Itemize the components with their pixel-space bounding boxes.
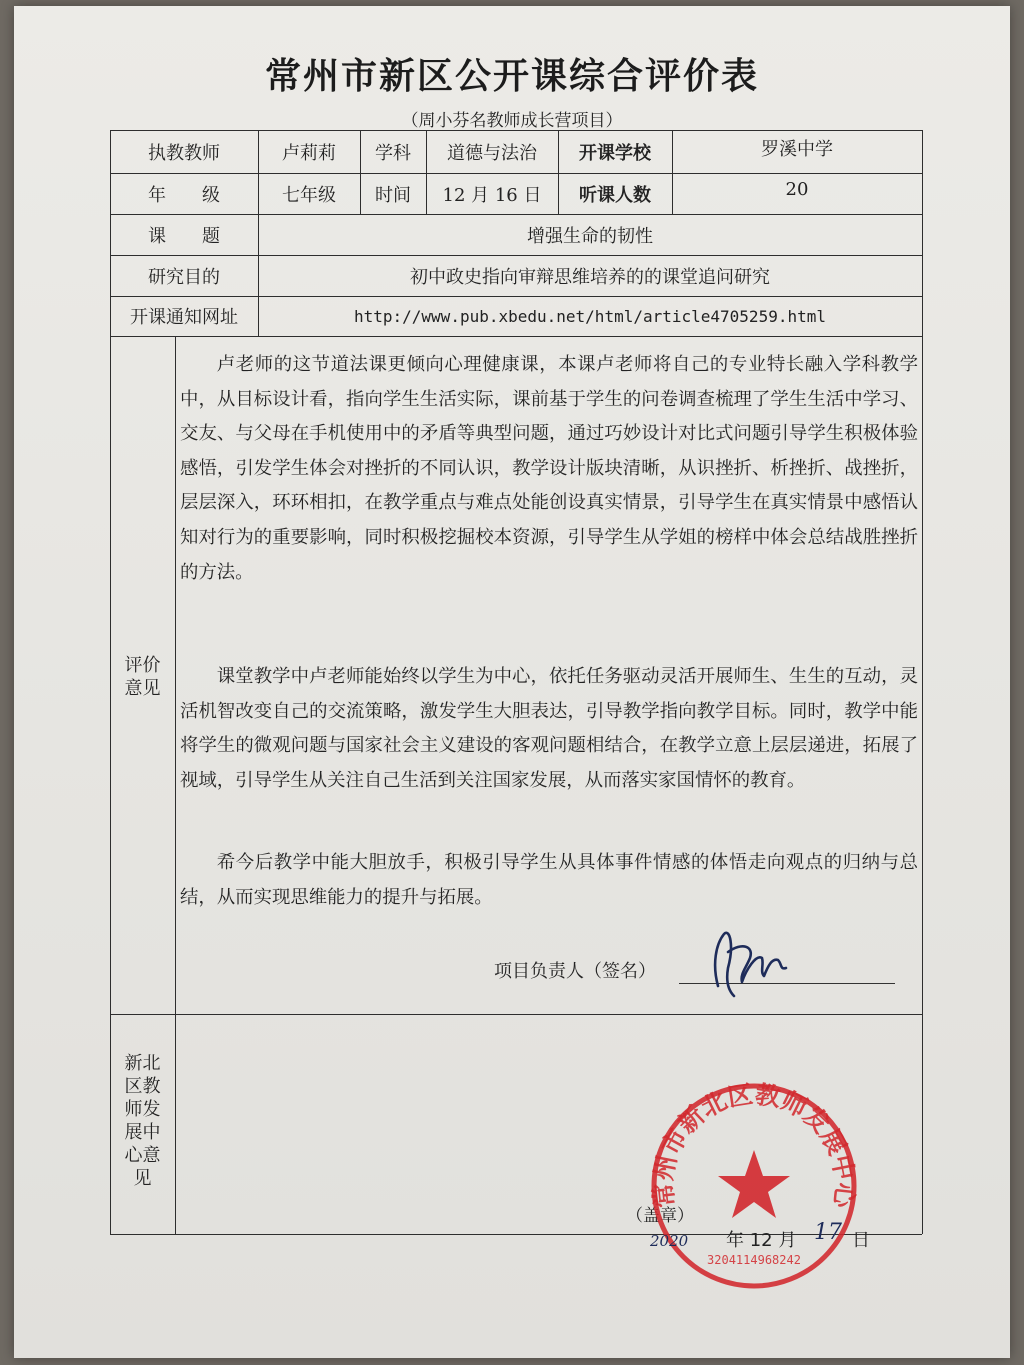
topic-label: 课 题 [148,225,220,247]
stamp-text: 常州市新北区教师发展中心 [648,1079,860,1210]
table-line [922,130,923,1234]
evaluation-label-line: 评价 [124,655,161,676]
url-value: http://www.pub.xbedu.net/html/article4705259.html [353,306,826,326]
center-label-line: 新北 [124,1053,161,1074]
evaluation-label-line: 意见 [124,678,161,699]
subject-label: 学科 [375,142,411,164]
grade-value: 七年级 [282,184,336,206]
seal-label: （盖章） [626,1206,694,1226]
table-line [175,336,176,1234]
topic-value: 增强生命的韧性 [527,225,653,247]
center-label-line: 见 [133,1168,152,1189]
teacher-value: 卢莉莉 [282,142,336,164]
url-label: 开课通知网址 [130,307,238,328]
center-label-line: 心意 [124,1145,161,1166]
center-opinion-label [110,1052,175,1190]
table-line [110,1014,922,1015]
grade-label: 年 级 [148,184,220,206]
page-subtitle: （周小芬名教师成长营项目） [401,111,623,131]
handwritten-signature [698,924,808,1004]
page-title: 常州市新区公开课综合评价表 [264,56,759,97]
teacher-label: 执教教师 [148,142,220,164]
handwritten-day: 17 [814,1220,842,1245]
evaluation-label [110,654,175,700]
time-value: 12 月 16 日 [442,184,542,206]
date-label: 年 12 月 [726,1230,797,1251]
purpose-label: 研究目的 [148,266,220,288]
table-line [110,336,922,337]
center-label-line: 区教 [124,1076,161,1097]
date-day-char: 日 [852,1230,870,1251]
school-value: 罗溪中学 [761,138,833,160]
time-label: 时间 [375,184,411,206]
signature-label: 项目负责人（签名） [494,961,656,982]
purpose-value: 初中政史指向审辩思维培养的的课堂追问研究 [410,266,770,288]
school-label: 开课学校 [579,142,651,164]
subject-value: 道德与法治 [447,142,537,164]
evaluation-paragraph: 课堂教学中卢老师能始终以学生为中心，依托任务驱动灵活开展师生、生生的互动，灵活机智改变自己的交流策略，激发学生大胆表达，引导教学指向教学目标。同时，教学中能将学生的微观问题与国家社会主义建设的客观问题相结合，在教学立意上层层递进，拓展了视域，引导学生从关注自己生活到关注国家发展，从而落实家国情怀的教育。 [180,666,918,791]
stamp-code: 3204114968242 [707,1253,801,1267]
center-label-line: 展中 [124,1122,161,1143]
evaluation-paragraph: 希今后教学中能大胆放手，积极引导学生从具体事件情感的体悟走向观点的归纳与总结，从而实现思维能力的提升与拓展。 [180,852,918,908]
official-stamp [644,1076,864,1296]
audience-value: 20 [785,179,809,200]
handwritten-year: 2020 [650,1232,689,1250]
evaluation-paragraph: 卢老师的这节道法课更倾向心理健康课，本课卢老师将自己的专业特长融入学科教学中，从目标设计看，指向学生生活实际，课前基于学生的问卷调查梳理了学生生活中学习、交友、与父母在手机使用中的矛盾等典型问题，通过巧妙设计对比式问题引导学生积极体验感悟，引发学生体会对挫折的不同认识，教学设计版块清晰，从识挫折、析挫折、战挫折，层层深入，环环相扣，在教学重点与难点处能创设真实情景，引导学生在真实情景中感悟认知对行为的重要影响，同时积极挖掘校本资源，引导学生从学姐的榜样中体会总结战胜挫折的方法。 [180,354,918,583]
center-label-line: 师发 [124,1099,161,1120]
audience-label: 听课人数 [579,184,651,206]
document-page [14,6,1010,1358]
